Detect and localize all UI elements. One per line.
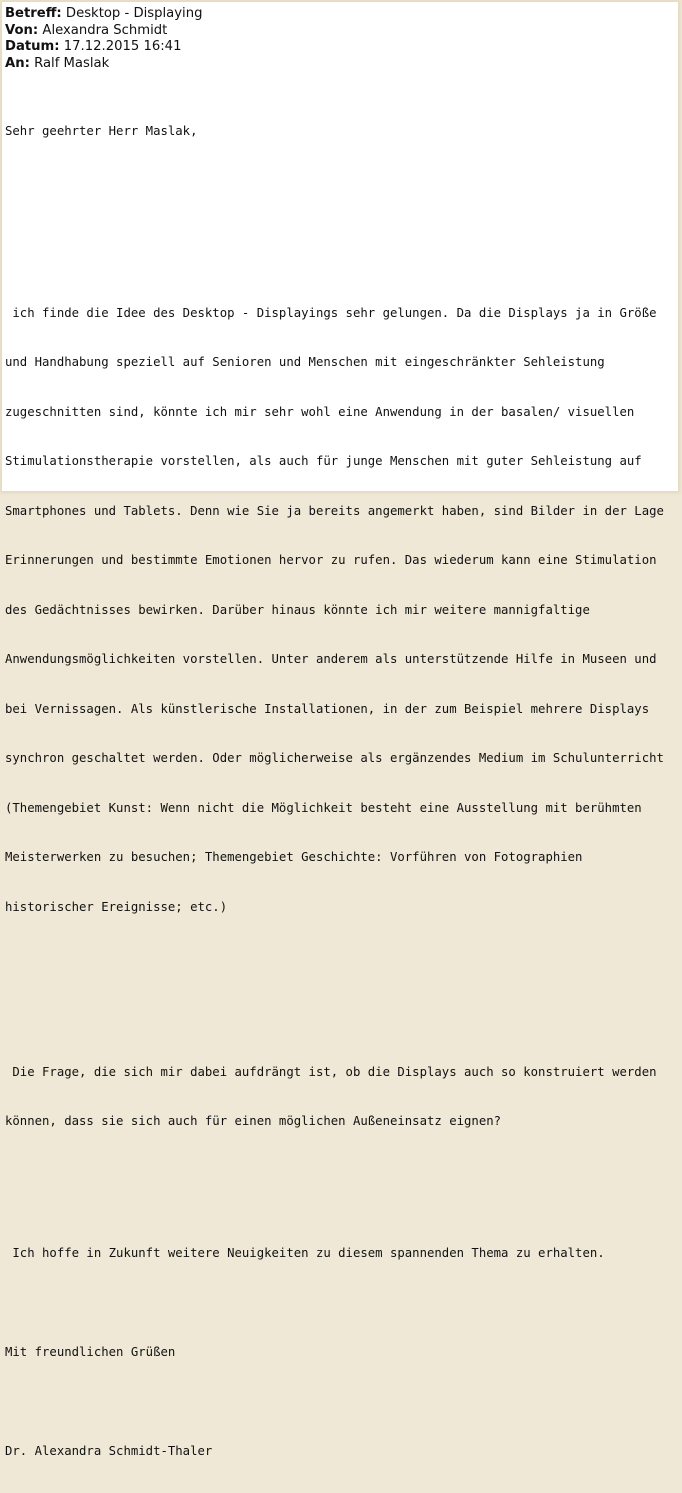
- blank-line: [5, 981, 681, 998]
- body-line: des Gedächtnisses bewirken. Darüber hinaus könnte ich mir weitere mannigfaltige: [5, 602, 590, 617]
- blank-line: [5, 1394, 681, 1411]
- body-line: synchron geschaltet werden. Oder möglicherweise als ergänzendes Medium im Schulunterricht: [5, 751, 664, 765]
- paragraph-1: [5, 272, 681, 949]
- body-line: Stimulationstherapie vorstellen, als auch für junge Menschen mit guter Sehleistung auf: [5, 454, 642, 468]
- date-row: [5, 39, 202, 56]
- to-label: An:: [5, 55, 30, 71]
- closing: Mit freundlichen Grüßen: [5, 1345, 176, 1359]
- body-line: (Themengebiet Kunst: Wenn nicht die Möglichkeit besteht eine Ausstellung mit berühmten: [5, 800, 642, 815]
- body-line: Erinnerungen und bestimmte Emotionen hervor zu rufen. Das wiederum kann eine Stimulation: [5, 553, 657, 567]
- body-line: Die Frage, die sich mir dabei aufdrängt ist, ob die Displays auch so konstruiert werden: [5, 1064, 657, 1079]
- body-line: historischer Ereignisse; etc.): [5, 899, 228, 914]
- blank-line: [5, 222, 681, 239]
- paragraph-3: Ich hoffe in Zukunft weitere Neuigkeiten zu diesem spannenden Thema zu erhalten.: [5, 1246, 605, 1260]
- body-line: bei Vernissagen. Als künstlerische Installationen, in der zum Beispiel mehrere Displays: [5, 701, 650, 716]
- blank-line: [5, 173, 681, 190]
- to-row: [5, 56, 202, 73]
- blank-line: [5, 1196, 681, 1213]
- signature: Dr. Alexandra Schmidt-Thaler: [5, 1444, 213, 1458]
- date-value: 17.12.2015 16:41: [63, 39, 182, 54]
- body-line: Smartphones und Tablets. Denn wie Sie ja bereits angemerkt haben, sind Bilder in der Lage: [5, 503, 664, 518]
- to-value[interactable]: Ralf Maslak: [34, 55, 110, 71]
- body-line: ich finde die Idee des Desktop - Displayings sehr gelungen. Da die Displays ja in Größe: [5, 305, 657, 320]
- blank-line: [5, 1295, 681, 1312]
- from-value[interactable]: Alexandra Schmidt: [42, 22, 168, 38]
- email-message: [2, 2, 678, 1458]
- paragraph-2: [5, 1031, 681, 1163]
- from-row: [5, 23, 202, 40]
- subject-value: Desktop - Displaying: [65, 6, 203, 21]
- body-line: können, dass sie sich auch für einen möglichen Außeneinsatz eignen?: [5, 1114, 502, 1128]
- body-line: und Handhabung speziell auf Senioren und Menschen mit eingeschränkter Sehleistung: [5, 355, 605, 369]
- body-line: Meisterwerken zu besuchen; Themengebiet Geschichte: Vorführen von Fotographien: [5, 850, 583, 864]
- subject-label: Betreff:: [5, 6, 62, 21]
- from-label: Von:: [5, 22, 39, 38]
- body-line: zugeschnitten sind, könnte ich mir sehr wohl eine Anwendung in der basalen/ visuellen: [5, 404, 635, 419]
- date-label: Datum:: [5, 39, 60, 54]
- email-headers: [5, 6, 202, 72]
- body-line: Anwendungsmöglichkeiten vorstellen. Unter anderem als unterstützende Hilfe in Museen und: [5, 652, 657, 666]
- email-body: [5, 90, 681, 1493]
- subject-row: [5, 6, 202, 23]
- greeting: Sehr geehrter Herr Maslak,: [5, 124, 198, 138]
